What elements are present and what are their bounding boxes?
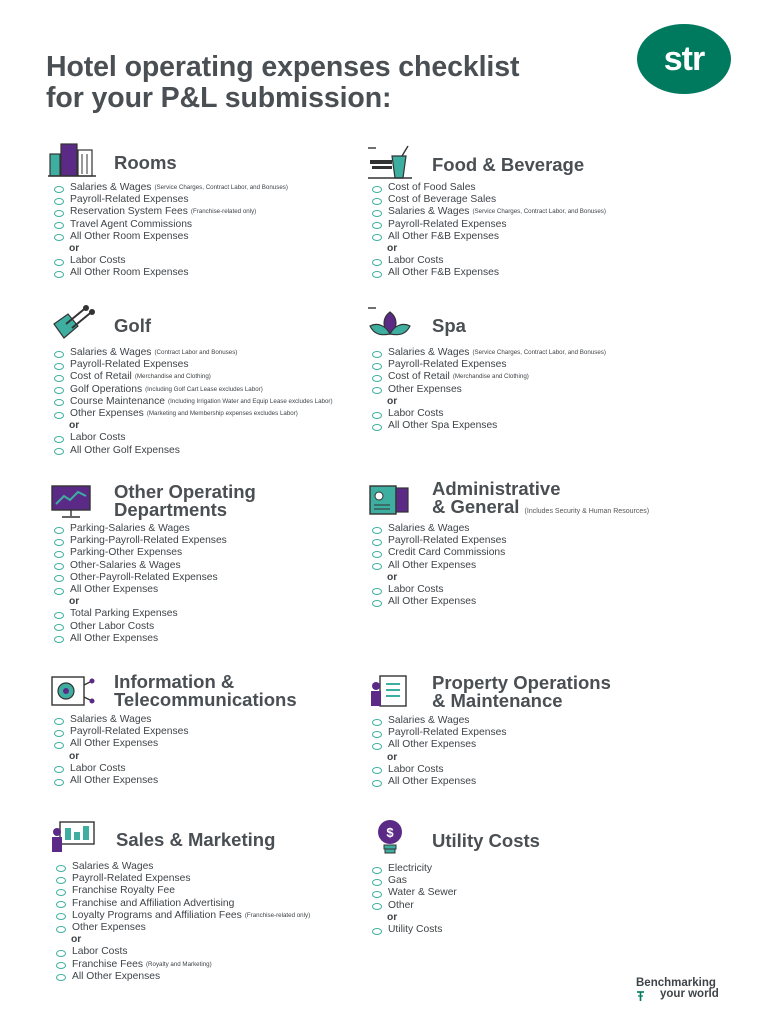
checkbox-circle-icon[interactable] — [54, 222, 64, 229]
page-title-line-2: for your P&L submission: — [46, 82, 392, 114]
page-title-line-1: Hotel operating expenses checklist — [46, 51, 520, 83]
checklist-item — [372, 764, 506, 776]
checklist — [372, 182, 606, 280]
checklist-item-label: All Other Expenses — [70, 583, 159, 595]
footer-tagline — [636, 978, 719, 1000]
checklist-item — [54, 359, 333, 371]
checkbox-circle-icon[interactable] — [372, 551, 382, 558]
checkbox-circle-icon[interactable] — [54, 387, 64, 394]
checkbox-circle-icon[interactable] — [54, 575, 64, 582]
checklist-item-label: Salaries & Wages — [70, 714, 152, 725]
checklist-item — [54, 231, 288, 243]
checklist-item-label: All Other Expenses — [388, 739, 477, 751]
or-separator: or — [387, 242, 398, 254]
checklist-item-label: Other Labor Costs — [70, 620, 155, 632]
section-title-line-1: Other Operating — [114, 481, 256, 502]
checklist-item — [372, 371, 606, 383]
section-title-line-2-text: & General — [432, 495, 520, 517]
checklist-item — [372, 384, 606, 396]
checkbox-circle-icon[interactable] — [372, 780, 382, 787]
checklist-item-label: Other Expenses — [70, 407, 144, 419]
checklist-item-label: All Other F&B Expenses — [388, 267, 500, 279]
checklist-item-label: Cost of Food Sales — [388, 182, 476, 193]
checklist-item — [54, 408, 333, 420]
checkbox-circle-icon[interactable] — [54, 375, 64, 382]
page-title — [46, 52, 519, 114]
checklist-item — [56, 861, 310, 873]
checkbox-circle-icon[interactable] — [54, 198, 64, 205]
checklist-item-label: Utility Costs — [388, 923, 443, 935]
or-separator: or — [387, 751, 398, 763]
checkbox-circle-icon[interactable] — [372, 387, 382, 394]
checklist-item — [54, 445, 333, 457]
checklist-item — [372, 584, 506, 596]
checkbox-circle-icon[interactable] — [372, 600, 382, 607]
checklist-item-label: All Other Expenses — [72, 970, 161, 982]
checklist-item — [54, 182, 288, 194]
svg-text:$: $ — [386, 825, 394, 840]
checkbox-circle-icon[interactable] — [372, 563, 382, 570]
checklist-item — [372, 231, 606, 243]
checkbox-circle-icon[interactable] — [54, 624, 64, 631]
checklist-item — [372, 194, 606, 206]
checklist-item-label: Labor Costs — [72, 946, 128, 958]
checkbox-circle-icon[interactable] — [372, 527, 382, 534]
checklist-item-label: All Other Room Expenses — [70, 230, 189, 242]
checklist-item — [56, 885, 310, 897]
checklist-item-label: Loyalty Programs and Affiliation Fees — [72, 909, 242, 921]
checkbox-circle-icon[interactable] — [54, 718, 64, 725]
checklist-item-label: Payroll-Related Expenses — [388, 727, 507, 739]
checkbox-circle-icon[interactable] — [56, 889, 66, 896]
section-title: Food & Beverage — [432, 154, 585, 175]
checklist-item-note: (Contract Labor and Bonuses) — [154, 349, 238, 356]
checkbox-circle-icon[interactable] — [54, 271, 64, 278]
section-title: Spa — [432, 315, 466, 336]
checklist-item — [54, 572, 227, 584]
checklist-item — [372, 596, 506, 608]
checklist-item-label: All Other Expenses — [388, 596, 477, 608]
checkbox-circle-icon[interactable] — [372, 539, 382, 546]
checklist — [54, 714, 188, 787]
checklist-item-note: (Service Charges, Contract Labor, and Bonuses) — [472, 208, 606, 216]
checklist-item-label: All Other Room Expenses — [70, 267, 189, 279]
checklist-item — [372, 267, 606, 279]
checklist — [372, 347, 606, 432]
checklist-item — [54, 432, 333, 444]
section-title: Golf — [114, 315, 151, 336]
golf-clubs-icon — [48, 302, 96, 342]
checklist-item-label: Labor Costs — [388, 583, 444, 595]
checklist-item-note: (Including Golf Cart Lease excludes Labor) — [145, 385, 263, 393]
checklist-item-label: Franchise Fees — [72, 958, 143, 970]
or-separator: or — [71, 934, 82, 946]
checkbox-circle-icon[interactable] — [54, 612, 64, 619]
section-title-line-2: Telecommunications — [114, 688, 297, 710]
checklist-item — [54, 396, 333, 408]
checklist-item — [372, 523, 506, 535]
checklist-item-label: Payroll-Related Expenses — [388, 359, 507, 371]
checklist-item-note: (Merchandise and Clothing) — [134, 373, 211, 381]
checklist-item — [372, 547, 506, 559]
checklist-item-label: Franchise Royalty Fee — [72, 885, 176, 897]
section-title — [114, 673, 297, 708]
checkbox-circle-icon[interactable] — [56, 926, 66, 933]
checklist-item-note: (Service Charges, Contract Labor, and Bonuses) — [472, 349, 606, 356]
checklist-item — [372, 408, 606, 420]
checklist-item-label: Labor Costs — [388, 255, 444, 267]
checklist-item-label: Other Expenses — [388, 383, 462, 395]
hotel-building-icon — [48, 140, 96, 180]
checkbox-circle-icon[interactable] — [372, 210, 382, 217]
checkbox-circle-icon[interactable] — [54, 527, 64, 534]
section-title-note: (Includes Security & Human Resources) — [524, 507, 650, 515]
checklist-item — [56, 946, 310, 958]
checkbox-circle-icon[interactable] — [372, 424, 382, 431]
str-logo-text: str — [663, 39, 705, 78]
checklist-item-label: Payroll-Related Expenses — [70, 726, 189, 738]
section-title-line-2 — [432, 495, 650, 521]
checklist-item — [372, 863, 457, 875]
checklist-item — [372, 560, 506, 572]
checkbox-circle-icon[interactable] — [372, 375, 382, 382]
checklist — [54, 347, 333, 457]
checklist-item-note: (Franchise-related only) — [244, 911, 311, 919]
lightbulb-dollar-icon — [366, 818, 414, 858]
checklist — [372, 523, 506, 608]
checklist-item-label: Labor Costs — [388, 763, 444, 775]
monitor-chart-icon — [48, 482, 96, 522]
checkbox-circle-icon[interactable] — [54, 779, 64, 786]
checklist-item-label: Golf Operations — [70, 383, 143, 395]
checklist-item-label: Cost of Beverage Sales — [388, 194, 497, 206]
checkbox-circle-icon[interactable] — [54, 351, 64, 358]
checklist — [54, 523, 227, 645]
checklist-item-label: Gas — [388, 875, 407, 887]
section-title — [432, 480, 649, 520]
checkbox-circle-icon[interactable] — [54, 563, 64, 570]
checklist-item — [56, 971, 310, 983]
checklist-item — [372, 776, 506, 788]
id-card-icon — [366, 480, 414, 520]
checklist-item-label: Payroll-Related Expenses — [72, 873, 191, 885]
checklist-item-label: Salaries & Wages — [70, 182, 152, 193]
or-separator: or — [69, 750, 80, 762]
checkbox-circle-icon[interactable] — [372, 186, 382, 193]
checklist-item — [54, 763, 188, 775]
checklist-item-label: Electricity — [388, 863, 433, 874]
checkbox-circle-icon[interactable] — [54, 412, 64, 419]
checklist-item-label: Other — [388, 899, 414, 911]
checklist-item-label: All Other Expenses — [388, 559, 477, 571]
food-drink-icon — [366, 142, 414, 182]
checklist-item-label: Salaries & Wages — [72, 861, 154, 872]
checklist — [54, 182, 288, 280]
checklist-item-label: Salaries & Wages — [388, 715, 470, 726]
checklist-item-label: Parking-Payroll-Related Expenses — [70, 535, 227, 547]
checklist-item — [56, 898, 310, 910]
checklist-item — [372, 219, 606, 231]
section-title — [432, 674, 611, 709]
checklist-item-label: Labor Costs — [70, 255, 126, 267]
checklist-item-label: All Other F&B Expenses — [388, 230, 500, 242]
checklist-item-label: Reservation System Fees — [70, 206, 188, 218]
checklist-item-label: Payroll-Related Expenses — [70, 194, 189, 206]
checklist-item-label: All Other Expenses — [70, 738, 159, 750]
checkbox-circle-icon[interactable] — [372, 351, 382, 358]
checkbox-circle-icon[interactable] — [372, 928, 382, 935]
checkbox-circle-icon[interactable] — [54, 551, 64, 558]
checklist — [372, 715, 506, 788]
checklist-item — [372, 255, 606, 267]
checklist-item-label: Cost of Retail — [388, 371, 450, 383]
checklist-item-label: Payroll-Related Expenses — [388, 218, 507, 230]
checklist-item-label: Parking-Other Expenses — [70, 547, 183, 559]
checkbox-circle-icon[interactable] — [56, 865, 66, 872]
checklist-item — [54, 738, 188, 750]
checklist-item-label: Salaries & Wages — [388, 206, 470, 218]
checklist-item — [54, 194, 288, 206]
section-title-line-1: Administrative — [432, 478, 561, 499]
checklist-item-label: Franchise and Affiliation Advertising — [72, 897, 235, 909]
checkbox-circle-icon[interactable] — [54, 234, 64, 241]
checklist-item — [56, 873, 310, 885]
checklist-item — [54, 584, 227, 596]
str-logo — [637, 24, 731, 94]
checklist-item-note: (Franchise-related only) — [190, 208, 257, 216]
checklist-item-label: Salaries & Wages — [388, 347, 470, 358]
checkbox-circle-icon[interactable] — [56, 901, 66, 908]
checklist-item — [54, 560, 227, 572]
checklist-item — [56, 910, 310, 922]
checkbox-circle-icon[interactable] — [56, 974, 66, 981]
checkbox-circle-icon[interactable] — [372, 767, 382, 774]
checkbox-circle-icon[interactable] — [372, 588, 382, 595]
maintenance-worker-icon — [366, 674, 414, 714]
checklist-item — [54, 547, 227, 559]
section-title: Rooms — [114, 152, 177, 173]
checkbox-circle-icon[interactable] — [54, 730, 64, 737]
checklist-item-label: Labor Costs — [70, 762, 126, 774]
or-separator: or — [387, 571, 398, 583]
checklist-item-label: All Other Golf Expenses — [70, 444, 180, 456]
checklist-item — [54, 255, 288, 267]
checkbox-circle-icon[interactable] — [372, 903, 382, 910]
lotus-icon — [366, 304, 414, 344]
checklist-item-label: Credit Card Commissions — [388, 547, 506, 559]
checklist — [372, 863, 457, 936]
checklist-item-label: Cost of Retail — [70, 371, 132, 383]
section-title-line-2: Departments — [114, 498, 228, 520]
checkbox-circle-icon[interactable] — [372, 731, 382, 738]
checklist-item-note: (Marketing and Membership expenses excludes Labor) — [146, 409, 298, 417]
checkbox-circle-icon[interactable] — [54, 539, 64, 546]
checklist-item-note: (Merchandise and Clothing) — [452, 373, 529, 381]
checklist-item-label: Course Maintenance — [70, 395, 166, 407]
checkbox-circle-icon[interactable] — [372, 891, 382, 898]
footer-tagline-line-2: your world — [660, 988, 719, 1000]
checklist-item — [372, 900, 457, 912]
checklist-item-label: Total Parking Expenses — [70, 608, 178, 620]
or-separator: or — [69, 596, 80, 608]
checklist-item-label: All Other Expenses — [70, 632, 159, 644]
checkbox-circle-icon[interactable] — [372, 271, 382, 278]
network-device-icon — [48, 673, 96, 713]
checklist-item — [372, 182, 606, 194]
checklist-item — [54, 535, 227, 547]
checklist-item — [372, 727, 506, 739]
or-separator: or — [387, 395, 398, 407]
checklist — [56, 861, 310, 983]
checkbox-circle-icon[interactable] — [372, 234, 382, 241]
checklist-item-label: Salaries & Wages — [388, 523, 470, 534]
footer-tagline-line-1: Benchmarking — [636, 977, 716, 989]
checklist-item — [372, 535, 506, 547]
checkbox-circle-icon[interactable] — [54, 363, 64, 370]
checklist-item — [372, 420, 606, 432]
checkbox-circle-icon[interactable] — [372, 879, 382, 886]
checklist-item — [54, 371, 333, 383]
checklist-item-label: Other-Salaries & Wages — [70, 559, 181, 571]
checklist-item-label: Labor Costs — [388, 407, 444, 419]
checklist-item-label: Labor Costs — [70, 432, 126, 444]
checkbox-circle-icon[interactable] — [54, 448, 64, 455]
checkbox-circle-icon[interactable] — [54, 742, 64, 749]
checkbox-circle-icon[interactable] — [54, 186, 64, 193]
checklist-item-note: (Royalty and Marketing) — [145, 960, 212, 968]
checklist-item — [56, 959, 310, 971]
section-title — [114, 483, 256, 518]
checkbox-circle-icon[interactable] — [372, 743, 382, 750]
checklist-item — [54, 523, 227, 535]
checklist-item — [54, 621, 227, 633]
checklist-item-label: Payroll-Related Expenses — [388, 535, 507, 547]
checklist-item-label: Other Expenses — [72, 921, 146, 933]
checklist-item — [54, 726, 188, 738]
checkbox-circle-icon[interactable] — [56, 962, 66, 969]
checklist-item — [372, 875, 457, 887]
checkbox-circle-icon[interactable] — [54, 259, 64, 266]
checkbox-circle-icon[interactable] — [54, 436, 64, 443]
checklist-item-label: Water & Sewer — [388, 887, 457, 899]
checklist-item-label: All Other Expenses — [388, 775, 477, 787]
checkbox-circle-icon[interactable] — [54, 210, 64, 217]
section-title-line-1: Information & — [114, 671, 235, 692]
checkbox-circle-icon[interactable] — [372, 867, 382, 874]
checkbox-circle-icon[interactable] — [54, 588, 64, 595]
checklist-item-label: Parking-Salaries & Wages — [70, 523, 190, 534]
checkbox-circle-icon[interactable] — [372, 719, 382, 726]
checklist-item — [372, 206, 606, 218]
checklist-item — [54, 267, 288, 279]
checklist-item-label: All Other Expenses — [70, 774, 159, 786]
checklist-item-label: Travel Agent Commissions — [70, 218, 193, 230]
checkbox-circle-icon[interactable] — [372, 259, 382, 266]
checkbox-circle-icon[interactable] — [372, 222, 382, 229]
checklist-item — [54, 206, 288, 218]
checkbox-circle-icon[interactable] — [56, 877, 66, 884]
checklist-item — [54, 219, 288, 231]
checklist-item — [372, 715, 506, 727]
checklist-item-label: Other-Payroll-Related Expenses — [70, 571, 218, 583]
checklist-item — [372, 359, 606, 371]
checkbox-circle-icon[interactable] — [54, 636, 64, 643]
or-separator: or — [69, 420, 80, 432]
presentation-icon — [50, 818, 98, 858]
checkbox-circle-icon[interactable] — [56, 950, 66, 957]
section-title-line-2: & Maintenance — [432, 689, 563, 711]
checklist-item — [54, 633, 227, 645]
or-separator: or — [387, 911, 398, 923]
checkbox-circle-icon[interactable] — [54, 766, 64, 773]
checkbox-circle-icon[interactable] — [54, 399, 64, 406]
checkbox-circle-icon[interactable] — [372, 412, 382, 419]
checklist-item-label: Salaries & Wages — [70, 347, 152, 358]
checklist-item — [54, 347, 333, 359]
checklist-item-note: (Including Irrigation Water and Equip Lease excludes Labor) — [168, 397, 333, 405]
checkbox-circle-icon[interactable] — [372, 363, 382, 370]
checkbox-circle-icon[interactable] — [372, 198, 382, 205]
checklist-item — [54, 384, 333, 396]
section-title-line-1: Property Operations — [432, 672, 611, 693]
checklist-item — [372, 924, 457, 936]
checklist-item — [54, 775, 188, 787]
or-separator: or — [69, 242, 80, 254]
checklist-item-label: Payroll-Related Expenses — [70, 359, 189, 371]
checklist-item — [372, 347, 606, 359]
checklist-item — [372, 739, 506, 751]
checklist-item — [54, 714, 188, 726]
checklist-item — [372, 887, 457, 899]
checkbox-circle-icon[interactable] — [56, 913, 66, 920]
section-title: Utility Costs — [432, 830, 540, 851]
checklist-item-label: All Other Spa Expenses — [388, 420, 498, 432]
checklist-item — [56, 922, 310, 934]
checklist-item — [54, 608, 227, 620]
section-title: Sales & Marketing — [116, 829, 276, 850]
checklist-item-note: (Service Charges, Contract Labor, and Bonuses) — [154, 184, 288, 191]
